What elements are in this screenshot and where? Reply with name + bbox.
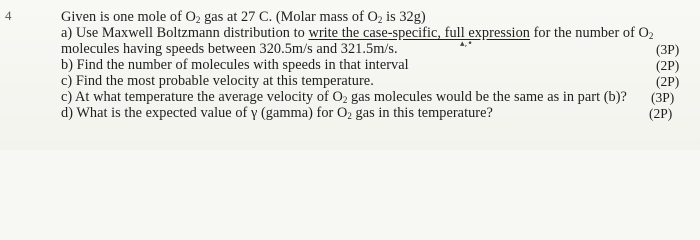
part-c-first-text: c) Find the most probable velocity at this temperature.: [61, 73, 374, 89]
part-d-points: (2P): [649, 106, 673, 121]
question-intro: Given is one mole of $O_2$ gas at 27 C. (Molar mass of $O_2$ is 32g): [61, 9, 426, 25]
part-a-points: (3P): [656, 42, 680, 57]
part-b-points: (2P): [656, 58, 680, 73]
part-c-second-text: c) At what temperature the average velocity of $O_2$ gas molecules would be the same as in part (b)?: [61, 89, 627, 105]
stray-mark: ▴,•: [460, 39, 473, 49]
part-c-first-points: (2P): [656, 74, 680, 89]
underlined-instruction: write the case-specific, full expression: [308, 25, 530, 41]
part-a-line-1: a) Use Maxwell Boltzmann distribution to write the case-specific, full expression for the number of $O_2$: [61, 25, 654, 41]
part-c-second-points: (3P): [651, 90, 675, 105]
part-b-text: b) Find the number of molecules with speeds in that interval: [61, 57, 409, 73]
part-d-text: d) What is the expected value of γ (gamma) for $O_2$ gas in this temperature?: [61, 105, 493, 121]
part-a-line-2: molecules having speeds between 320.5m/s and 321.5m/s.: [61, 41, 398, 57]
question-number: 4: [5, 8, 12, 23]
